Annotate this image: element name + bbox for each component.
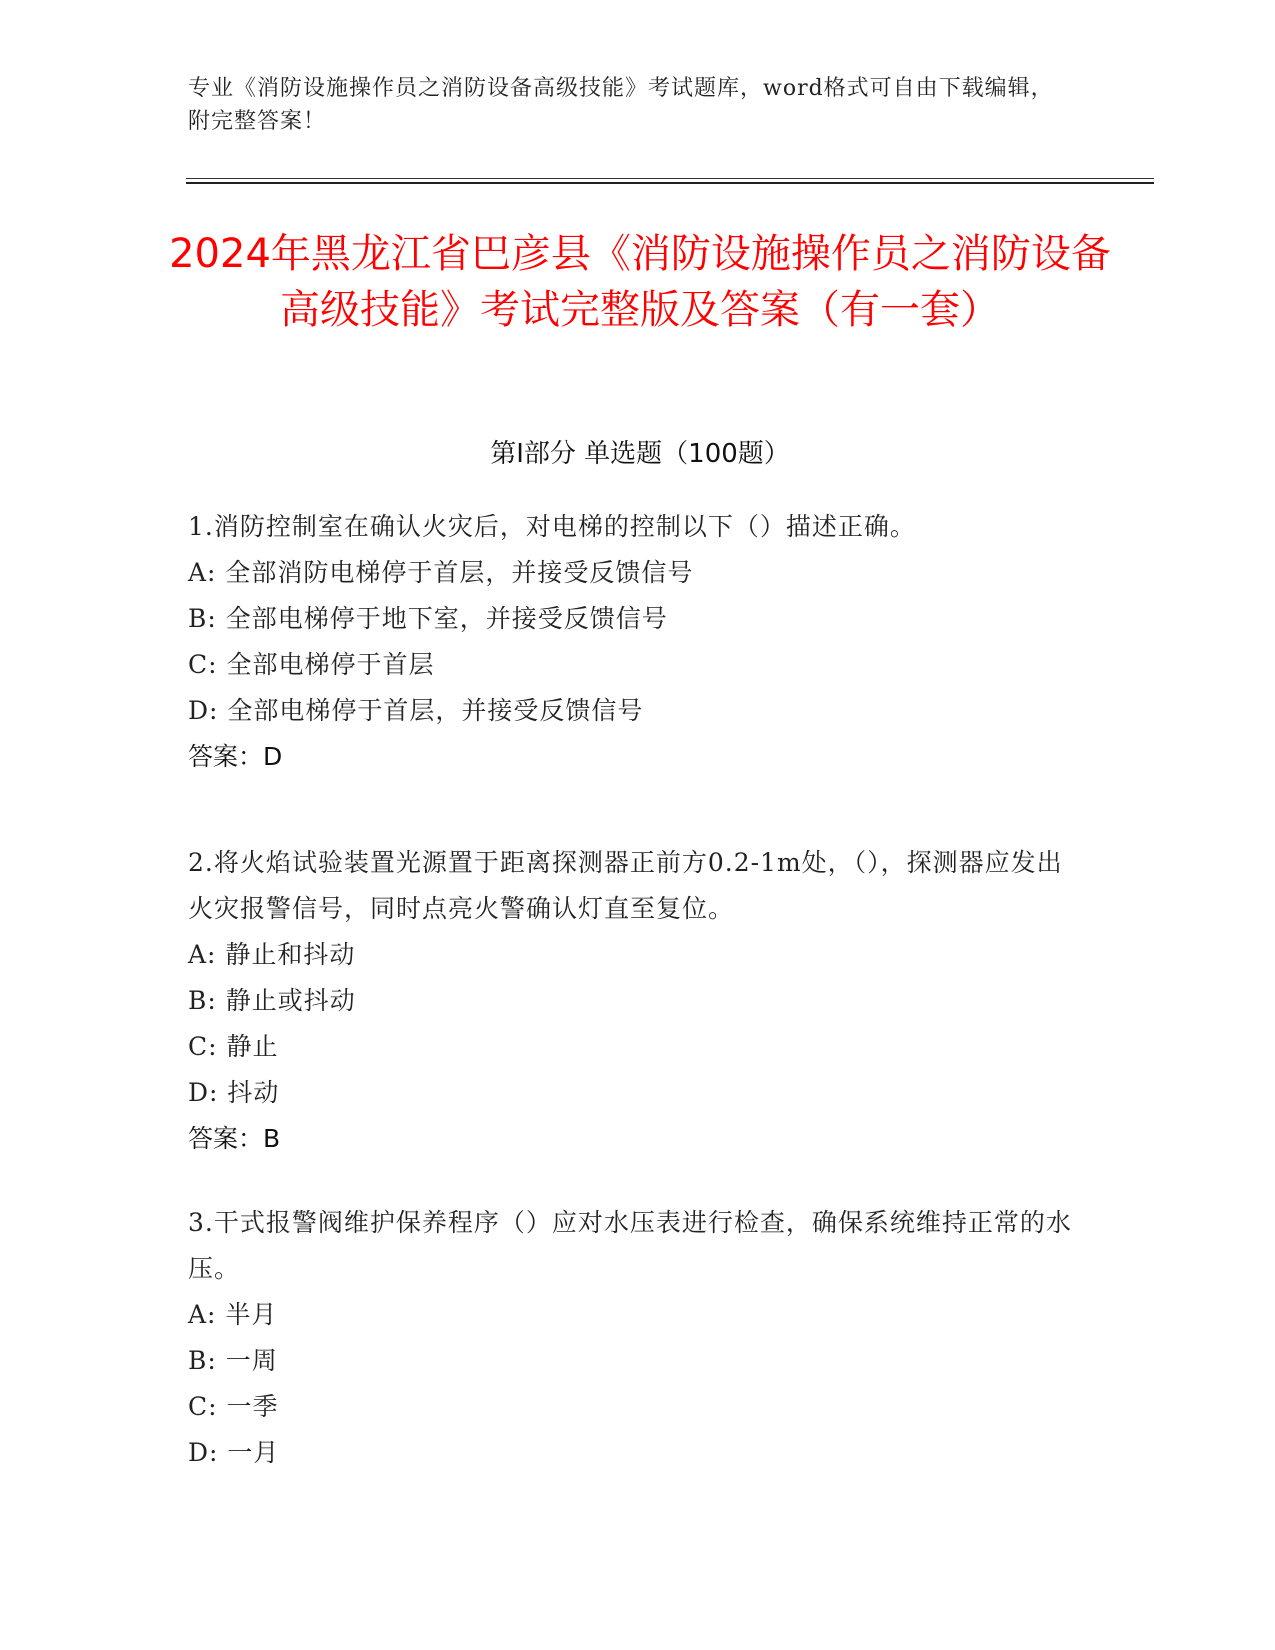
option-a: A: 静止和抖动 <box>188 940 356 969</box>
option-c: C: 一季 <box>188 1392 279 1421</box>
header-divider-thin <box>186 178 1154 179</box>
option-c: C: 静止 <box>188 1032 279 1061</box>
question-stem: 1.消防控制室在确认火灾后，对电梯的控制以下（）描述正确。 <box>188 512 916 541</box>
option-d: D: 抖动 <box>188 1078 280 1107</box>
question-3 <box>188 1200 1088 1476</box>
option-c: C: 全部电梯停于首层 <box>188 650 435 679</box>
question-stem: 2.将火焰试验装置光源置于距离探测器正前方0.2-1m处，（），探测器应发出火灾报警信号，同时点亮火警确认灯直至复位。 <box>188 848 1063 923</box>
question-1 <box>188 504 1088 780</box>
answer-line: 答案：B <box>188 1124 281 1153</box>
section-heading: 第I部分 单选题（100题） <box>490 439 790 469</box>
option-a: A: 半月 <box>188 1300 278 1329</box>
option-b: B: 全部电梯停于地下室，并接受反馈信号 <box>188 604 668 633</box>
answer-line: 答案：D <box>188 742 283 771</box>
option-b: B: 一周 <box>188 1346 278 1375</box>
header-note: 专业《消防设施操作员之消防设备高级技能》考试题库，word格式可自由下载编辑，附完整答案！ <box>188 76 1054 134</box>
option-d: D: 一月 <box>188 1438 280 1467</box>
option-a: A: 全部消防电梯停于首层，并接受反馈信号 <box>188 558 694 587</box>
document-title: 2024年黑龙江省巴彦县《消防设施操作员之消防设备高级技能》考试完整版及答案（有一套） <box>169 231 1111 333</box>
option-d: D: 全部电梯停于首层，并接受反馈信号 <box>188 696 644 725</box>
question-2 <box>188 840 1088 1162</box>
option-b: B: 静止或抖动 <box>188 986 356 1015</box>
question-stem: 3.干式报警阀维护保养程序（）应对水压表进行检查，确保系统维持正常的水压。 <box>188 1208 1072 1283</box>
header-divider-thick <box>186 182 1154 184</box>
